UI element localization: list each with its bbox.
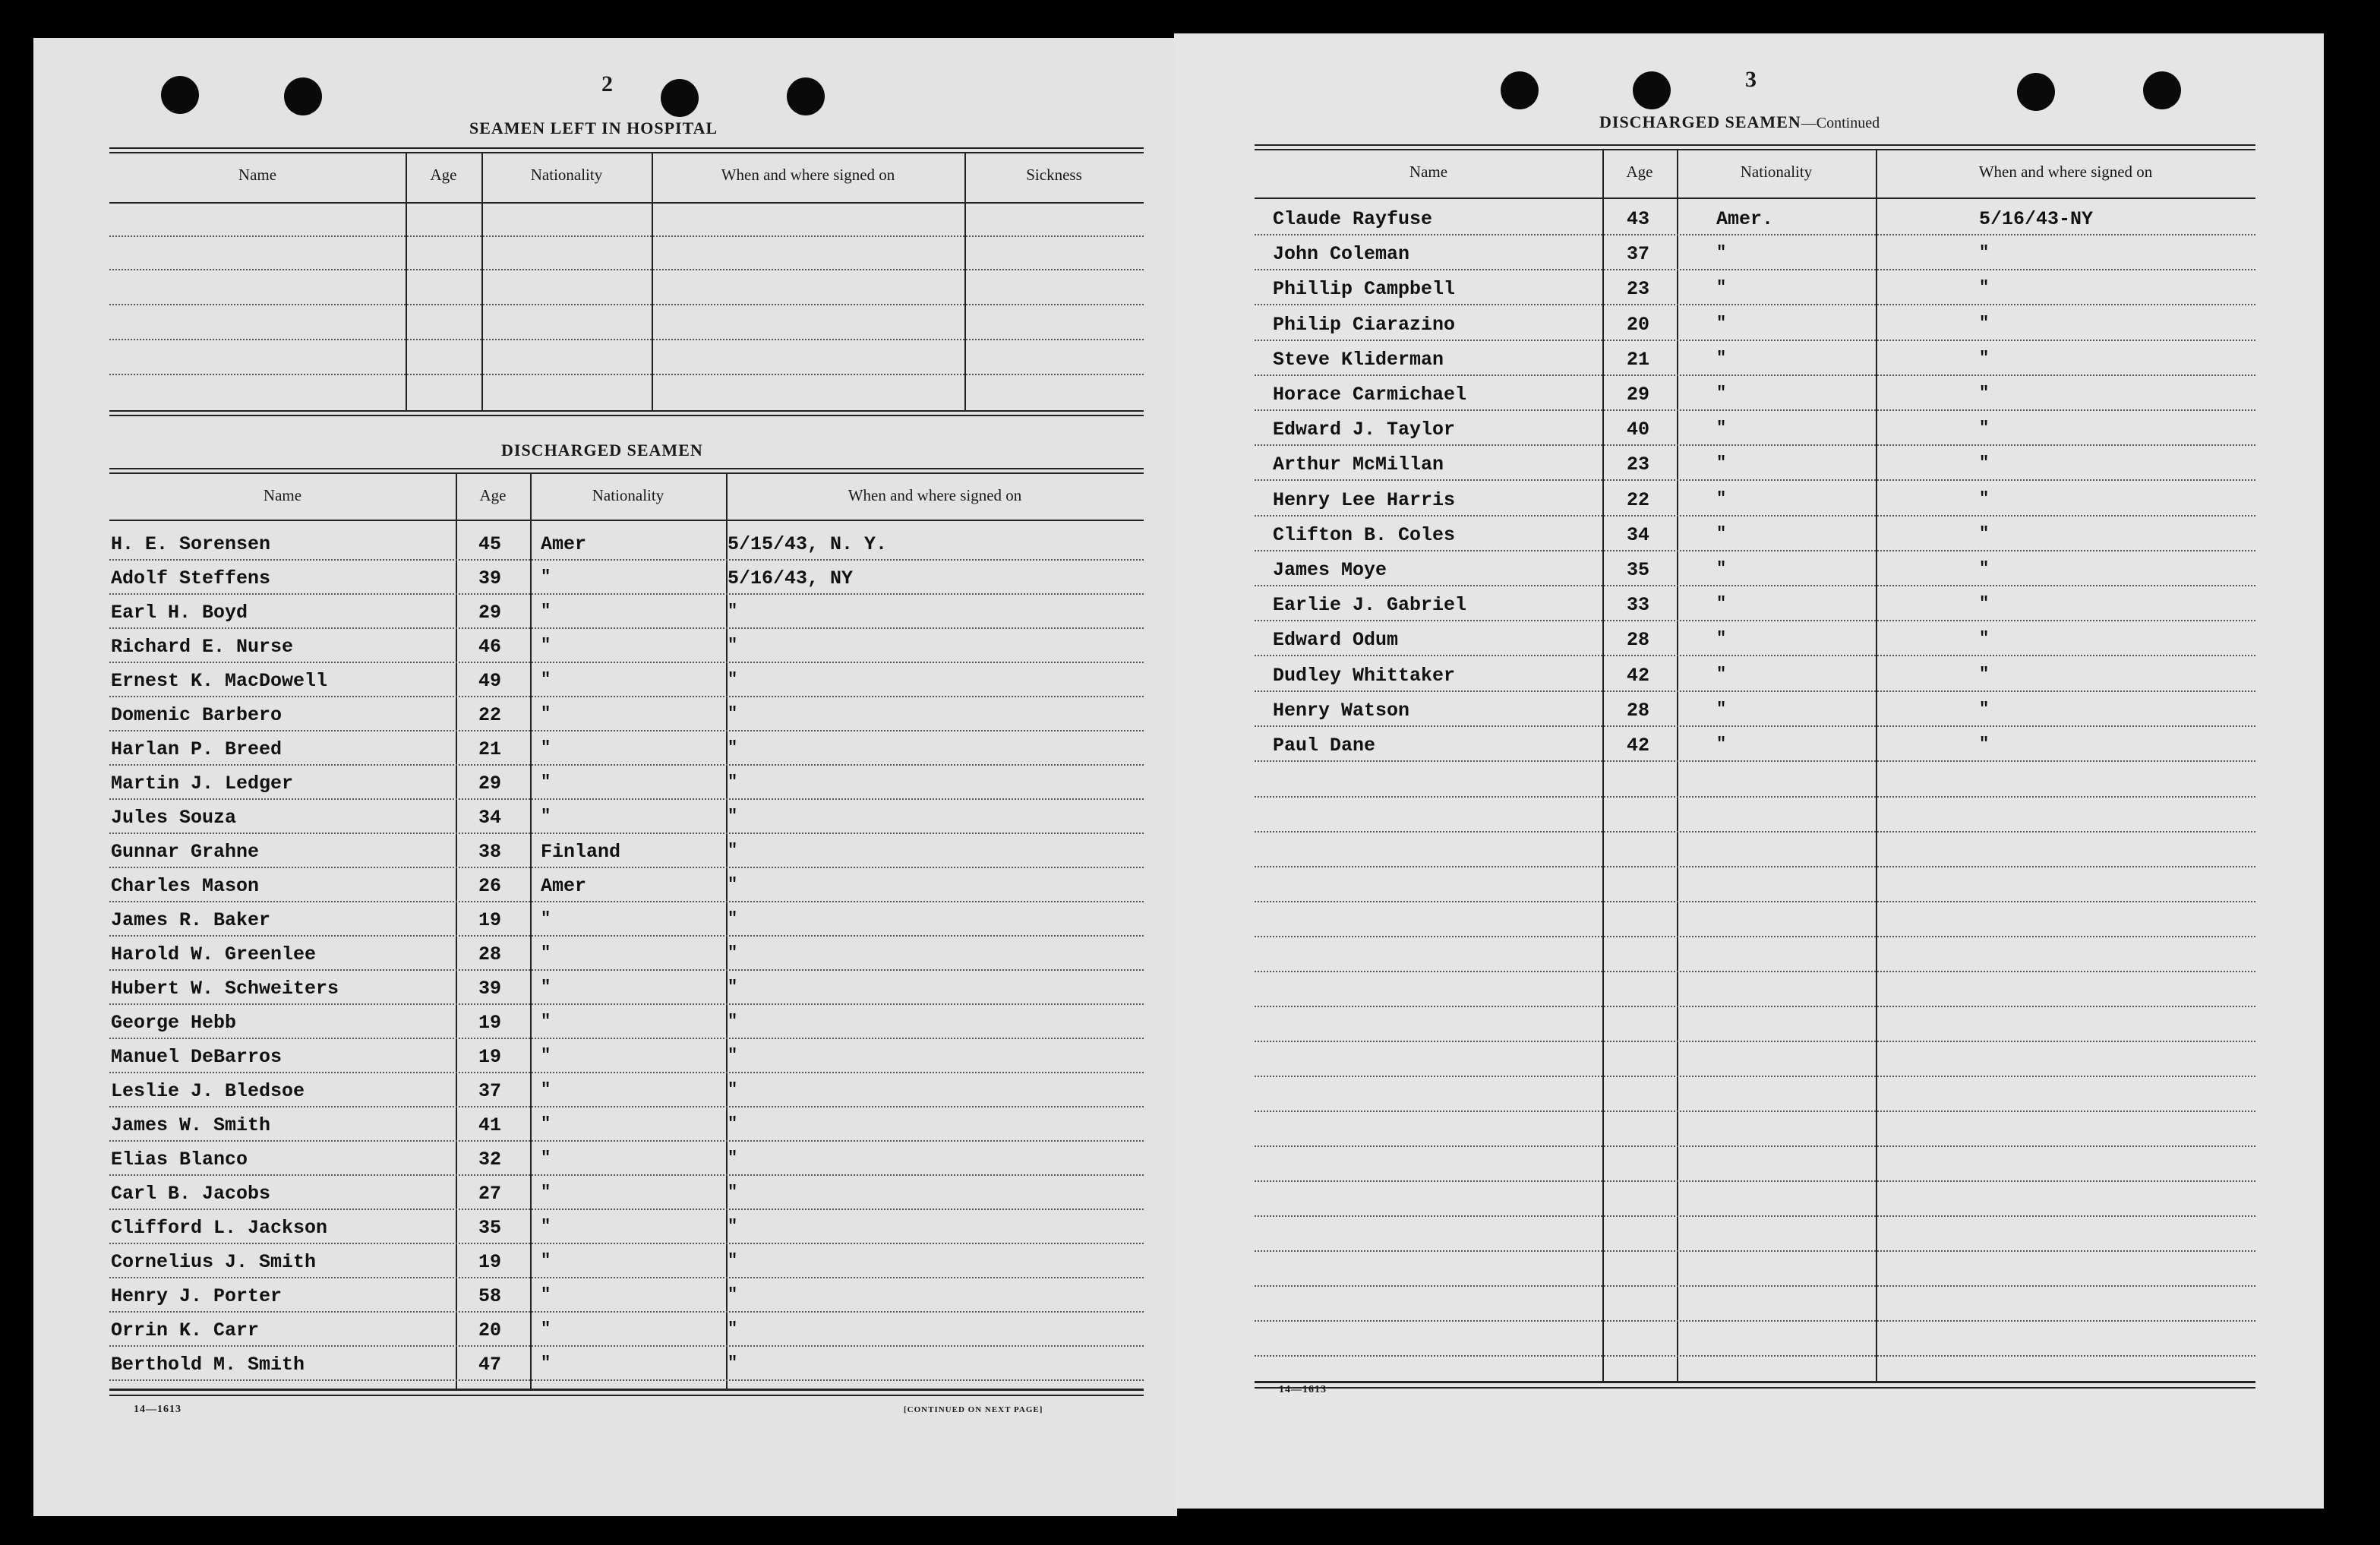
header-sickness: Sickness	[1026, 166, 1082, 184]
row-rule	[109, 798, 1144, 800]
page-number: 3	[1745, 67, 1757, 92]
row-rule	[1255, 1076, 2255, 1077]
seaman-name: Manuel DeBarros	[111, 1046, 283, 1068]
seaman-age: 23	[1627, 453, 1650, 476]
seaman-name: Charles Mason	[111, 875, 260, 897]
title-suffix: —Continued	[1801, 115, 1880, 131]
row-rule	[109, 1277, 1144, 1278]
seaman-age: 29	[1627, 384, 1650, 406]
seaman-age: 19	[478, 1012, 502, 1034]
seaman-nationality: "	[541, 1012, 551, 1031]
seaman-nationality: "	[541, 704, 551, 723]
header-nationality: Nationality	[1740, 163, 1813, 181]
seaman-signed-on: "	[728, 807, 738, 826]
row-rule	[109, 901, 1144, 902]
seaman-age: 42	[1627, 735, 1650, 757]
row-rule	[1255, 1285, 2255, 1287]
row-rule	[109, 1003, 1144, 1005]
seaman-name: Cornelius J. Smith	[111, 1251, 317, 1273]
row-rule	[1255, 1320, 2255, 1322]
row-rule	[109, 1140, 1144, 1142]
seaman-signed-on: "	[728, 670, 738, 689]
seaman-nationality: "	[1716, 243, 1727, 263]
header-name: Name	[1409, 163, 1448, 181]
seaman-name: Orrin K. Carr	[111, 1319, 260, 1341]
row-rule	[1255, 479, 2255, 481]
seaman-age: 28	[1627, 699, 1650, 722]
seaman-nationality: "	[541, 670, 551, 689]
form-number: 14—1613	[134, 1404, 181, 1415]
row-rule	[109, 867, 1144, 868]
seaman-age: 28	[478, 943, 502, 965]
seaman-age: 39	[478, 567, 502, 589]
seaman-age: 29	[478, 772, 502, 795]
seaman-nationality: "	[541, 1148, 551, 1167]
seaman-name: Hubert W. Schweiters	[111, 978, 339, 1000]
row-rule	[109, 1072, 1144, 1073]
seaman-signed-on: "	[728, 1080, 738, 1099]
seaman-nationality: "	[1716, 664, 1727, 684]
seaman-signed-on: "	[728, 1285, 738, 1304]
seaman-signed-on: "	[728, 636, 738, 655]
seaman-age: 22	[1627, 488, 1650, 511]
seaman-name: Claude Rayfuse	[1273, 208, 1433, 230]
seaman-age: 23	[1627, 278, 1650, 301]
punch-hole	[1501, 71, 1539, 109]
seaman-age: 32	[478, 1148, 502, 1171]
seaman-nationality: "	[541, 1046, 551, 1065]
header-nationality: Nationality	[592, 486, 664, 504]
seaman-signed-on: "	[1979, 699, 1990, 719]
row-rule	[109, 1209, 1144, 1210]
row-rule	[1255, 304, 2255, 305]
seaman-signed-on: 5/16/43, NY	[728, 567, 854, 589]
row-rule	[109, 1311, 1144, 1313]
row-rule	[1255, 444, 2255, 446]
punch-hole	[1633, 71, 1671, 109]
seaman-signed-on: "	[728, 1217, 738, 1236]
seaman-name: John Coleman	[1273, 243, 1410, 266]
seaman-signed-on: 5/15/43, N. Y.	[728, 533, 888, 555]
row-rule	[1255, 340, 2255, 341]
seaman-signed-on: 5/16/43-NY	[1979, 208, 2094, 230]
row-rule	[1255, 1111, 2255, 1112]
row-rule	[109, 969, 1144, 971]
seaman-age: 47	[478, 1354, 502, 1376]
seaman-nationality: "	[1716, 419, 1727, 438]
seaman-name: Martin J. Ledger	[111, 772, 294, 795]
seaman-name: Arthur McMillan	[1273, 453, 1444, 476]
seaman-name: Earl H. Boyd	[111, 602, 248, 624]
seaman-name: Domenic Barbero	[111, 704, 283, 726]
title-main: DISCHARGED SEAMEN	[1599, 112, 1801, 131]
seaman-age: 43	[1627, 208, 1650, 230]
seaman-signed-on: "	[728, 1183, 738, 1202]
seaman-nationality: "	[541, 738, 551, 757]
punch-hole	[787, 77, 825, 115]
row-rule	[109, 764, 1144, 766]
row-rule	[1255, 831, 2255, 833]
seaman-age: 40	[1627, 419, 1650, 441]
seaman-signed-on: "	[728, 1354, 738, 1373]
seaman-nationality: "	[541, 978, 551, 997]
header-name: Name	[263, 486, 302, 504]
header-age: Age	[430, 166, 457, 184]
seaman-name: Gunnar Grahne	[111, 841, 260, 863]
seaman-age: 19	[478, 1251, 502, 1273]
seaman-signed-on: "	[1979, 313, 1990, 333]
row-rule	[1255, 1250, 2255, 1252]
seaman-nationality: Amer	[541, 875, 587, 897]
seaman-name: Adolf Steffens	[111, 567, 271, 589]
row-rule	[109, 696, 1144, 697]
seaman-nationality: "	[1716, 453, 1727, 473]
row-rule	[1255, 866, 2255, 867]
seaman-signed-on: "	[1979, 243, 1990, 263]
row-rule	[1255, 971, 2255, 972]
seaman-signed-on: "	[1979, 384, 1990, 403]
seaman-age: 19	[478, 909, 502, 931]
seaman-nationality: Amer.	[1716, 208, 1774, 230]
seaman-name: Harlan P. Breed	[111, 738, 283, 760]
seaman-signed-on: "	[728, 772, 738, 791]
seaman-nationality: "	[541, 772, 551, 791]
header-name: Name	[238, 166, 277, 184]
seaman-name: Clifton B. Coles	[1273, 523, 1456, 546]
seaman-name: Ernest K. MacDowell	[111, 670, 328, 692]
seaman-name: Earlie J. Gabriel	[1273, 594, 1467, 617]
seaman-name: Carl B. Jacobs	[111, 1183, 271, 1205]
page-number: 2	[601, 71, 613, 96]
seaman-nationality: "	[1716, 348, 1727, 368]
seaman-name: Richard E. Nurse	[111, 636, 294, 658]
seaman-name: Dudley Whittaker	[1273, 664, 1456, 687]
row-rule	[1255, 1215, 2255, 1217]
header-signed-on: When and where signed on	[848, 486, 1022, 504]
left-page	[33, 38, 1177, 1516]
seaman-nationality: "	[541, 1285, 551, 1304]
seaman-age: 27	[478, 1183, 502, 1205]
row-rule	[109, 627, 1144, 629]
row-rule	[1255, 796, 2255, 798]
seaman-signed-on: "	[728, 943, 738, 962]
row-rule	[109, 833, 1144, 834]
seaman-signed-on: "	[1979, 453, 1990, 473]
row-rule	[1255, 655, 2255, 656]
seaman-age: 35	[478, 1217, 502, 1239]
seaman-age: 19	[478, 1046, 502, 1068]
seaman-signed-on: "	[728, 1251, 738, 1270]
seaman-signed-on: "	[728, 602, 738, 621]
seaman-age: 37	[478, 1080, 502, 1102]
seaman-signed-on: "	[1979, 419, 1990, 438]
row-rule	[1255, 515, 2255, 517]
punch-hole	[284, 77, 322, 115]
seaman-nationality: "	[1716, 313, 1727, 333]
header-nationality: Nationality	[530, 166, 603, 184]
seaman-name: Phillip Campbell	[1273, 278, 1456, 301]
seaman-nationality: "	[1716, 699, 1727, 719]
seaman-signed-on: "	[1979, 664, 1990, 684]
seaman-age: 21	[478, 738, 502, 760]
continued-note: [CONTINUED ON NEXT PAGE]	[904, 1405, 1043, 1414]
row-rule	[1255, 620, 2255, 621]
seaman-nationality: "	[541, 1217, 551, 1236]
seaman-nationality: "	[541, 567, 551, 586]
discharged-title: DISCHARGED SEAMEN	[501, 441, 703, 460]
seaman-age: 34	[478, 807, 502, 829]
row-rule	[109, 730, 1144, 731]
row-rule	[1255, 1006, 2255, 1007]
row-rule	[109, 559, 1144, 561]
row-rule	[1255, 760, 2255, 762]
seaman-nationality: "	[541, 1114, 551, 1133]
seaman-signed-on: "	[1979, 348, 1990, 368]
seaman-nationality: "	[541, 1080, 551, 1099]
seaman-nationality: Amer	[541, 533, 587, 555]
seaman-age: 28	[1627, 629, 1650, 652]
row-rule	[1255, 234, 2255, 235]
header-age: Age	[1626, 163, 1653, 181]
seaman-age: 39	[478, 978, 502, 1000]
seaman-age: 22	[478, 704, 502, 726]
header-signed-on: When and where signed on	[1978, 163, 2153, 181]
seaman-signed-on: "	[728, 909, 738, 928]
seaman-age: 34	[1627, 523, 1650, 546]
row-rule	[1255, 269, 2255, 270]
seaman-signed-on: "	[728, 704, 738, 723]
seaman-name: Steve Kliderman	[1273, 348, 1444, 371]
seaman-name: Henry Lee Harris	[1273, 488, 1456, 511]
row-rule	[1255, 1041, 2255, 1042]
seaman-name: Elias Blanco	[111, 1148, 248, 1171]
seaman-age: 26	[478, 875, 502, 897]
seaman-name: George Hebb	[111, 1012, 237, 1034]
right-page	[1174, 33, 2324, 1509]
row-rule	[109, 662, 1144, 663]
row-rule	[1255, 1355, 2255, 1357]
row-rule	[1255, 901, 2255, 902]
row-rule	[109, 1243, 1144, 1244]
punch-hole	[161, 76, 199, 114]
seaman-signed-on: "	[1979, 523, 1990, 543]
seaman-nationality: "	[541, 1183, 551, 1202]
seaman-name: Edward J. Taylor	[1273, 419, 1456, 441]
seaman-nationality: "	[541, 1354, 551, 1373]
row-rule	[109, 1106, 1144, 1107]
seaman-signed-on: "	[1979, 594, 1990, 614]
seaman-signed-on: "	[728, 875, 738, 894]
row-rule	[1255, 409, 2255, 411]
seaman-signed-on: "	[728, 1114, 738, 1133]
seaman-name: Leslie J. Bledsoe	[111, 1080, 305, 1102]
seaman-signed-on: "	[1979, 488, 1990, 508]
seaman-name: James Moye	[1273, 559, 1387, 581]
row-rule	[1255, 690, 2255, 692]
seaman-age: 33	[1627, 594, 1650, 617]
seaman-name: H. E. Sorensen	[111, 533, 271, 555]
row-rule	[109, 1038, 1144, 1039]
seaman-signed-on: "	[728, 841, 738, 860]
seaman-name: Paul Dane	[1273, 735, 1376, 757]
seaman-name: James W. Smith	[111, 1114, 271, 1136]
seaman-age: 46	[478, 636, 502, 658]
row-rule	[1255, 936, 2255, 937]
row-rule	[1255, 585, 2255, 586]
seaman-signed-on: "	[728, 1012, 738, 1031]
seaman-name: Horace Carmichael	[1273, 384, 1467, 406]
row-rule	[109, 1379, 1144, 1381]
row-rule	[109, 1174, 1144, 1176]
seaman-signed-on: "	[728, 1046, 738, 1065]
seaman-nationality: "	[541, 602, 551, 621]
seaman-signed-on: "	[728, 1319, 738, 1338]
seaman-nationality: "	[1716, 523, 1727, 543]
seaman-name: Clifford L. Jackson	[111, 1217, 328, 1239]
seaman-age: 38	[478, 841, 502, 863]
seaman-signed-on: "	[728, 1148, 738, 1167]
seaman-nationality: Finland	[541, 841, 621, 863]
seaman-age: 45	[478, 533, 502, 555]
seaman-age: 58	[478, 1285, 502, 1307]
seaman-signed-on: "	[728, 978, 738, 997]
seaman-nationality: "	[1716, 629, 1727, 649]
row-rule	[1255, 1145, 2255, 1147]
header-age: Age	[479, 486, 507, 504]
seaman-signed-on: "	[1979, 629, 1990, 649]
seaman-nationality: "	[1716, 488, 1727, 508]
row-rule	[1255, 1180, 2255, 1182]
seaman-nationality: "	[541, 1251, 551, 1270]
seaman-nationality: "	[541, 636, 551, 655]
row-rule	[109, 593, 1144, 595]
seaman-age: 49	[478, 670, 502, 692]
seaman-name: Berthold M. Smith	[111, 1354, 305, 1376]
seaman-signed-on: "	[728, 738, 738, 757]
seaman-name: James R. Baker	[111, 909, 271, 931]
row-rule	[109, 935, 1144, 937]
seaman-name: Edward Odum	[1273, 629, 1399, 652]
seaman-name: Harold W. Greenlee	[111, 943, 317, 965]
seaman-name: Henry Watson	[1273, 699, 1410, 722]
hospital-title: SEAMEN LEFT IN HOSPITAL	[469, 118, 718, 137]
header-signed-on: When and where signed on	[721, 166, 895, 184]
discharged-continued-title	[1599, 112, 1880, 132]
seaman-nationality: "	[1716, 559, 1727, 578]
seaman-signed-on: "	[1979, 278, 1990, 298]
seaman-name: Jules Souza	[111, 807, 237, 829]
seaman-age: 35	[1627, 559, 1650, 581]
seaman-age: 29	[478, 602, 502, 624]
row-rule	[1255, 374, 2255, 376]
seaman-nationality: "	[541, 909, 551, 928]
seaman-nationality: "	[541, 1319, 551, 1338]
seaman-nationality: "	[1716, 384, 1727, 403]
seaman-name: Henry J. Porter	[111, 1285, 283, 1307]
seaman-signed-on: "	[1979, 559, 1990, 578]
punch-hole	[661, 79, 699, 117]
row-rule	[109, 1345, 1144, 1347]
punch-hole	[2143, 71, 2181, 109]
seaman-age: 20	[1627, 313, 1650, 336]
seaman-age: 37	[1627, 243, 1650, 266]
seaman-nationality: "	[1716, 735, 1727, 754]
seaman-age: 20	[478, 1319, 502, 1341]
seaman-age: 21	[1627, 348, 1650, 371]
seaman-signed-on: "	[1979, 735, 1990, 754]
punch-hole	[2017, 73, 2055, 111]
form-number: 14—1613	[1279, 1384, 1327, 1395]
row-rule	[1255, 725, 2255, 727]
seaman-age: 42	[1627, 664, 1650, 687]
seaman-nationality: "	[1716, 594, 1727, 614]
seaman-nationality: "	[541, 943, 551, 962]
seaman-nationality: "	[1716, 278, 1727, 298]
seaman-age: 41	[478, 1114, 502, 1136]
row-rule	[1255, 550, 2255, 551]
seaman-name: Philip Ciarazino	[1273, 313, 1456, 336]
seaman-nationality: "	[541, 807, 551, 826]
